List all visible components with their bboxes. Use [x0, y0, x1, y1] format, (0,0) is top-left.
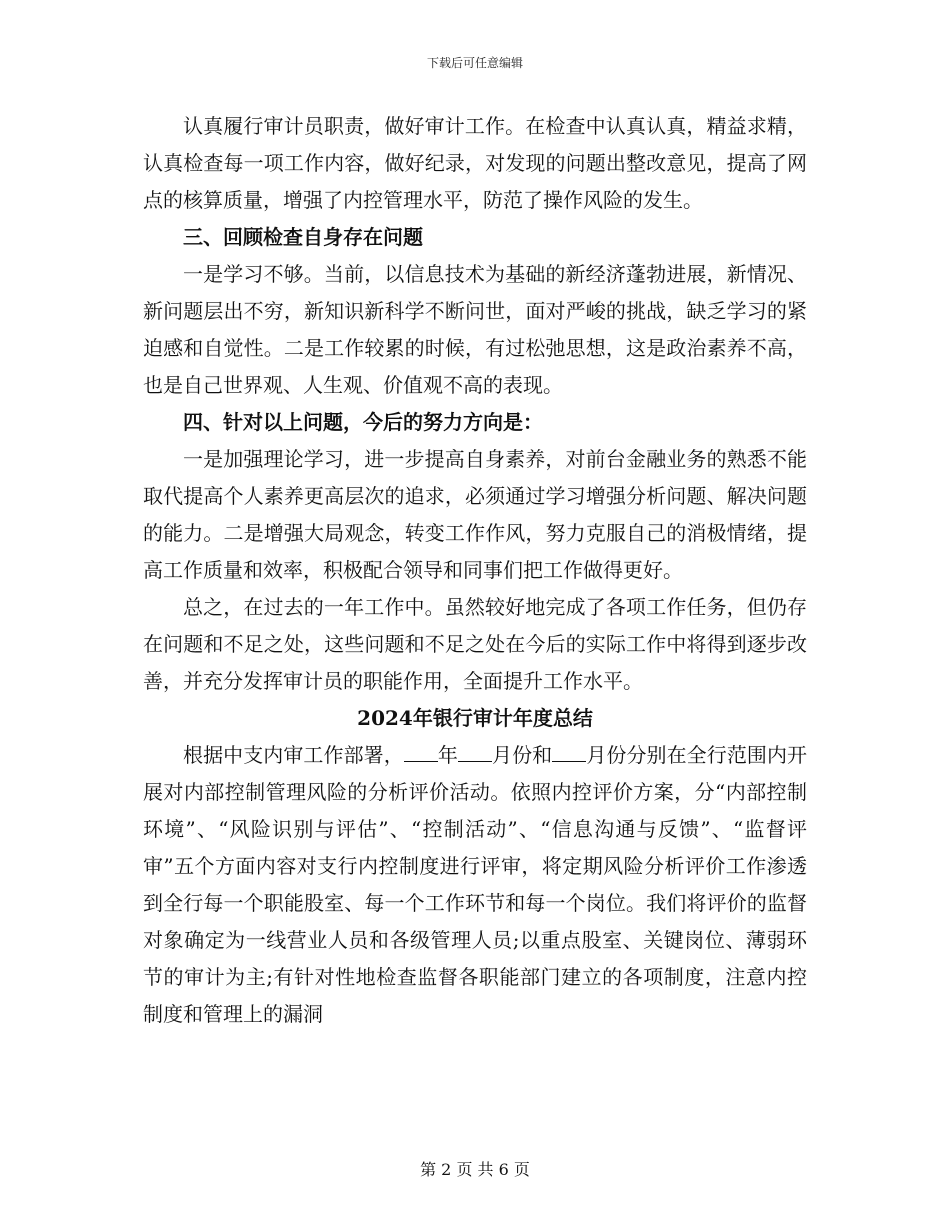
- blank-line: [404, 743, 438, 762]
- blank-line: [552, 743, 586, 762]
- page-header: 下载后可任意编辑: [426, 56, 523, 70]
- paragraph-audit-duties: 认真履行审计员职责，做好审计工作。在检查中认真认真，精益求精，认真检查每一项工作内容，做好纪录，对发现的问题出整改意见，提高了网点的核算质量，增强了内控管理水平，防范了操作风险的发生。: [143, 114, 807, 212]
- section-heading-4: 四、针对以上问题，今后的努力方向是：: [183, 410, 543, 434]
- paragraph-conclusion: 总之，在过去的一年工作中。虽然较好地完成了各项工作任务，但仍存在问题和不足之处，这些问题和不足之处在今后的实际工作中将得到逐步改善，并充分发挥审计员的职能作用，全面提升工作水平。: [143, 595, 807, 693]
- document-title: 2024年银行审计年度总结: [357, 706, 593, 730]
- text-segment: 月份分别在全行范围内开展对内部控制管理风险的分析评价活动。依照内控评价方案，分“内部控制环境”、“风险识别与评估”、“控制活动”、“信息沟通与反馈”、“监督评审”五个方面内容对支行内控制度进行评审，将定期风险分析评价工作渗透到全行每一个职能股室、每一个工作环节和每一个岗位。我们将评价的监督对象确定为一线营业人员和各级管理人员;以重点股室、关键岗位、薄弱环节的审计为主;有针对性地检查监督各职能部门建立的各项制度，注意内控制度和管理上的漏洞: [143, 743, 808, 1026]
- blank-line: [458, 743, 492, 762]
- page-footer: 第 2 页 共 6 页: [420, 1160, 530, 1179]
- section-heading-3: 三、回顾检查自身存在问题: [183, 225, 423, 249]
- text-segment: 年: [437, 743, 458, 767]
- paragraph-problems: 一是学习不够。当前，以信息技术为基础的新经济蓬勃进展，新情况、新问题层出不穷，新知识新科学不断问世，面对严峻的挑战，缺乏学习的紧迫感和自觉性。二是工作较累的时候，有过松弛思想，这是政治素养不高，也是自己世界观、人生观、价值观不高的表现。: [143, 262, 807, 397]
- paragraph-improvements: 一是加强理论学习，进一步提高自身素养，对前台金融业务的熟悉不能取代提高个人素养更高层次的追求，必须通过学习增强分析问题、解决问题的能力。二是增强大局观念，转变工作作风，努力克服自己的消极情绪，提高工作质量和效率，积极配合领导和同事们把工作做得更好。: [143, 447, 807, 582]
- document-body: [143, 108, 807, 1033]
- text-segment: 月份和: [491, 743, 553, 767]
- text-segment: 根据中支内审工作部署，: [183, 743, 404, 767]
- paragraph-internal-control: [143, 737, 807, 1033]
